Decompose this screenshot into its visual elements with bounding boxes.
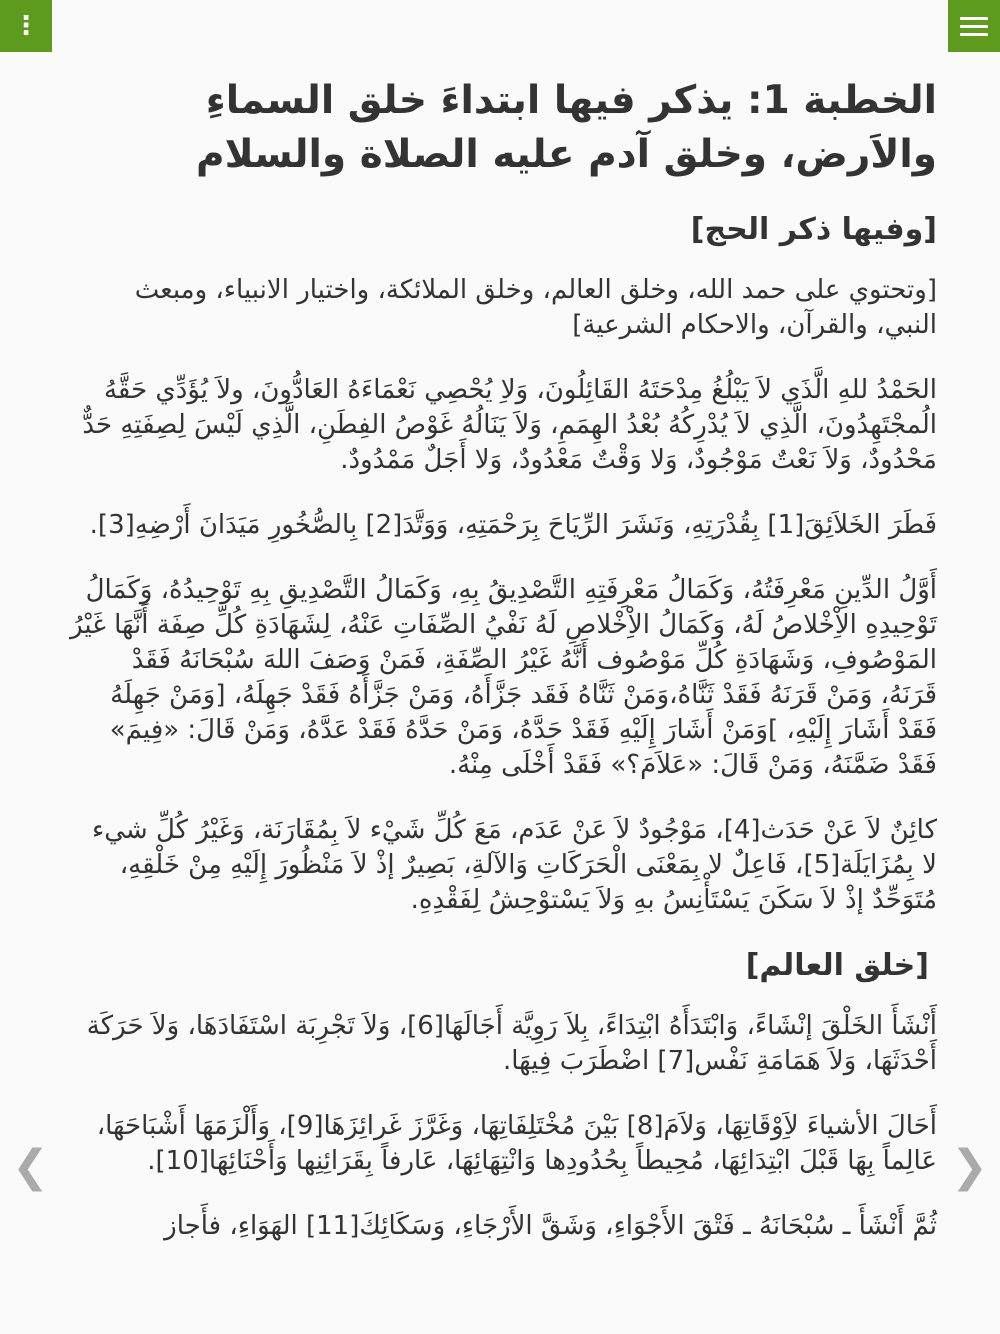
page-title: الخطبة 1: يذكر فيها ابتداءَ خلق السماءِ والاَرض، وخلق آدم عليه الصلاة والسلام [196,78,937,177]
paragraph: أَوَّلُ الدِّينِ مَعْرِفَتُهُ، وَكَمَالُ مَعْرِفَتِهِ التَّصْدِيقُ بِهِ، وَكَمَالُ التَّصْدِيقِ بِهِ تَوْحِيدُهُ، وَكَمَالُ تَوْحِيدِهِ الاِْخْلاصُ لَهُ، وَكَمَالُ الاِْخْلاصِ لَهُ نَفْيُ الصِّفَاتِ عَنْهُ، لِشَهَادَةِ كُلِّ صِفَة أَنَّهَا غَيْرُ المَوْصُوفِ، وَشَهَادَةِ كُلِّ مَوْصُوف أَنَّهُ غَيْرُ الصِّفَةِ، فَمَنْ وَصَفَ اللهَ سُبْحَانَهُ فَقَدْ قَرَنَهُ، وَمَنْ قَرَنَهُ فَقَدْ ثَنَّاهُ،وَمَنْ ثَنَّاهُ فَقَد جَزَّأَهُ، وَمَنْ جَزَّأَهُ فَقَدْ جَهِلَهُ، [وَمَنْ جَهِلَهُ فَقَدْ أَشَارَ إِلَيْهِ، ]وَمَنْ أَشَارَ إِلَيْهِ فَقَدْ حَدَّهُ، وَمَنْ حَدَّهُ فَقَدْ عَدَّهُ، وَمَنْ قَالَ: «فِيمَ» فَقَدْ ضَمَّنَهُ، وَمَنْ قَالَ: «عَلاَمَ؟» فَقَدْ أَخْلَى مِنْهُ. [70,575,937,780]
more-options-button[interactable] [0,0,52,52]
section-heading: [خلق العالم] [745,948,929,983]
paragraph: ثُمَّ أَنْشَأَ ـ سُبْحَانَهُ ـ فَتْقَ الأَجْوَاءِ، وَشَقَّ الأَرْجَاءِ، وَسَكَائِكَ[11] الهَوَاءِ، فأَجاز [164,1211,937,1241]
hamburger-icon [960,12,988,41]
next-page-arrow-icon[interactable]: ❯ [951,1141,988,1192]
main-menu-button[interactable] [948,0,1000,52]
paragraph: كائِنٌ لاَ عَنْ حَدَث[4]، مَوْجُودٌ لاَ عَنْ عَدَم، مَعَ كُلِّ شَيْء لاَ بِمُقَارَنَة، وَغَيْرُ كُلِّ شيء لا بِمُزَايَلَة[5]، فَاعِلٌ لا بِمَعْنَى الْحَرَكَاتِ وَالآلةِ، بَصِيرٌ إذْ لاَ مَنْظُورَ إِلَيْهِ مِنْ خَلْقِهِ، مُتَوَحِّدٌ إذْ لاَ سَكَنَ يَسْتَأْنِسُ بهِ وَلاَ يَسْتوْحِشُ لِفَقْدِهِ. [92,815,937,915]
paragraph: فَطَرَ الخَلاَئِقَ[1] بِقُدْرَتِهِ، وَنَشَرَ الرِّيَاحَ بِرَحْمَتِهِ، وَوَتَّدَ[2] بِالصُّخُورِ مَيَدَانَ أَرْضِهِ[3]. [89,510,937,540]
previous-page-arrow-icon[interactable]: ❮ [12,1141,49,1192]
article [70,70,937,1274]
paragraph: الحَمْدُ للهِ الَّذَي لاَ يَبْلُغُ مِدْحَتَهُ القَائِلُونَ، وَلاِ يُحْصِي نَعْمَاءَهُ العَادُّونَ، ولاَ يُؤَدِّي حَقَّهُ الُمجْتَهِدُونَ، الَّذِي لاَ يُدْرِكُهُ بُعْدُ الهِمَمِ، وَلاَ يَنَالُهُ غَوْصُ الفِطَنِ، الَّذِي لَيْسَ لِصِفَتِهِ حَدٌّ مَحْدُودٌ، وَلاَ نَعْتٌ مَوْجُودٌ، وَلا وَقْتٌ مَعْدُودٌ، وَلا أَجَلٌ مَمْدُودٌ. [82,375,937,475]
paragraph: أَنْشَأَ الخَلْقَ إنْشَاءً، وَابْتَدَأَهُ ابْتِدَاءً، بِلاَ رَوِيَّة أَجَالَهَا[6]، وَلاَ تَجْرِبَة اسْتَفَادَهَا، وَلاَ حَرَكَة أَحْدَثَهَا، وَلاَ هَمَامَةِ نَفْس[7] اضْطَرَبَ فِيهَا. [86,1011,937,1076]
more-vertical-icon: ⋮ [13,11,39,41]
summary: [وتحتوي على حمد الله، وخلق العالم، وخلق الملائكة، واختيار الانبياء، ومبعث النبي، والقرآن، والاحكام الشرعية] [134,275,937,340]
paragraph: أَحَالَ الأشياءَ لاَِوْقَاتِهَا، وَلاََمَ[8] بَيْنَ مُخْتَلِفَاتِهَا، وَغَرَّزَ غَرائِزَهَا[9]، وَأَلْزَمَهَا أَشْبَاحَهَا، عَالِماً بِهَا قَبْلَ ابْتِدَائِهَا، مُحِيطاً بِحُدُودِها وَانْتِهَائِهَا، عَارفاً بِقَرَائِنِها وَأَحْنَائِهَا[10]. [96,1111,937,1176]
section-subtitle: [وفيها ذكر الحج] [690,212,937,247]
